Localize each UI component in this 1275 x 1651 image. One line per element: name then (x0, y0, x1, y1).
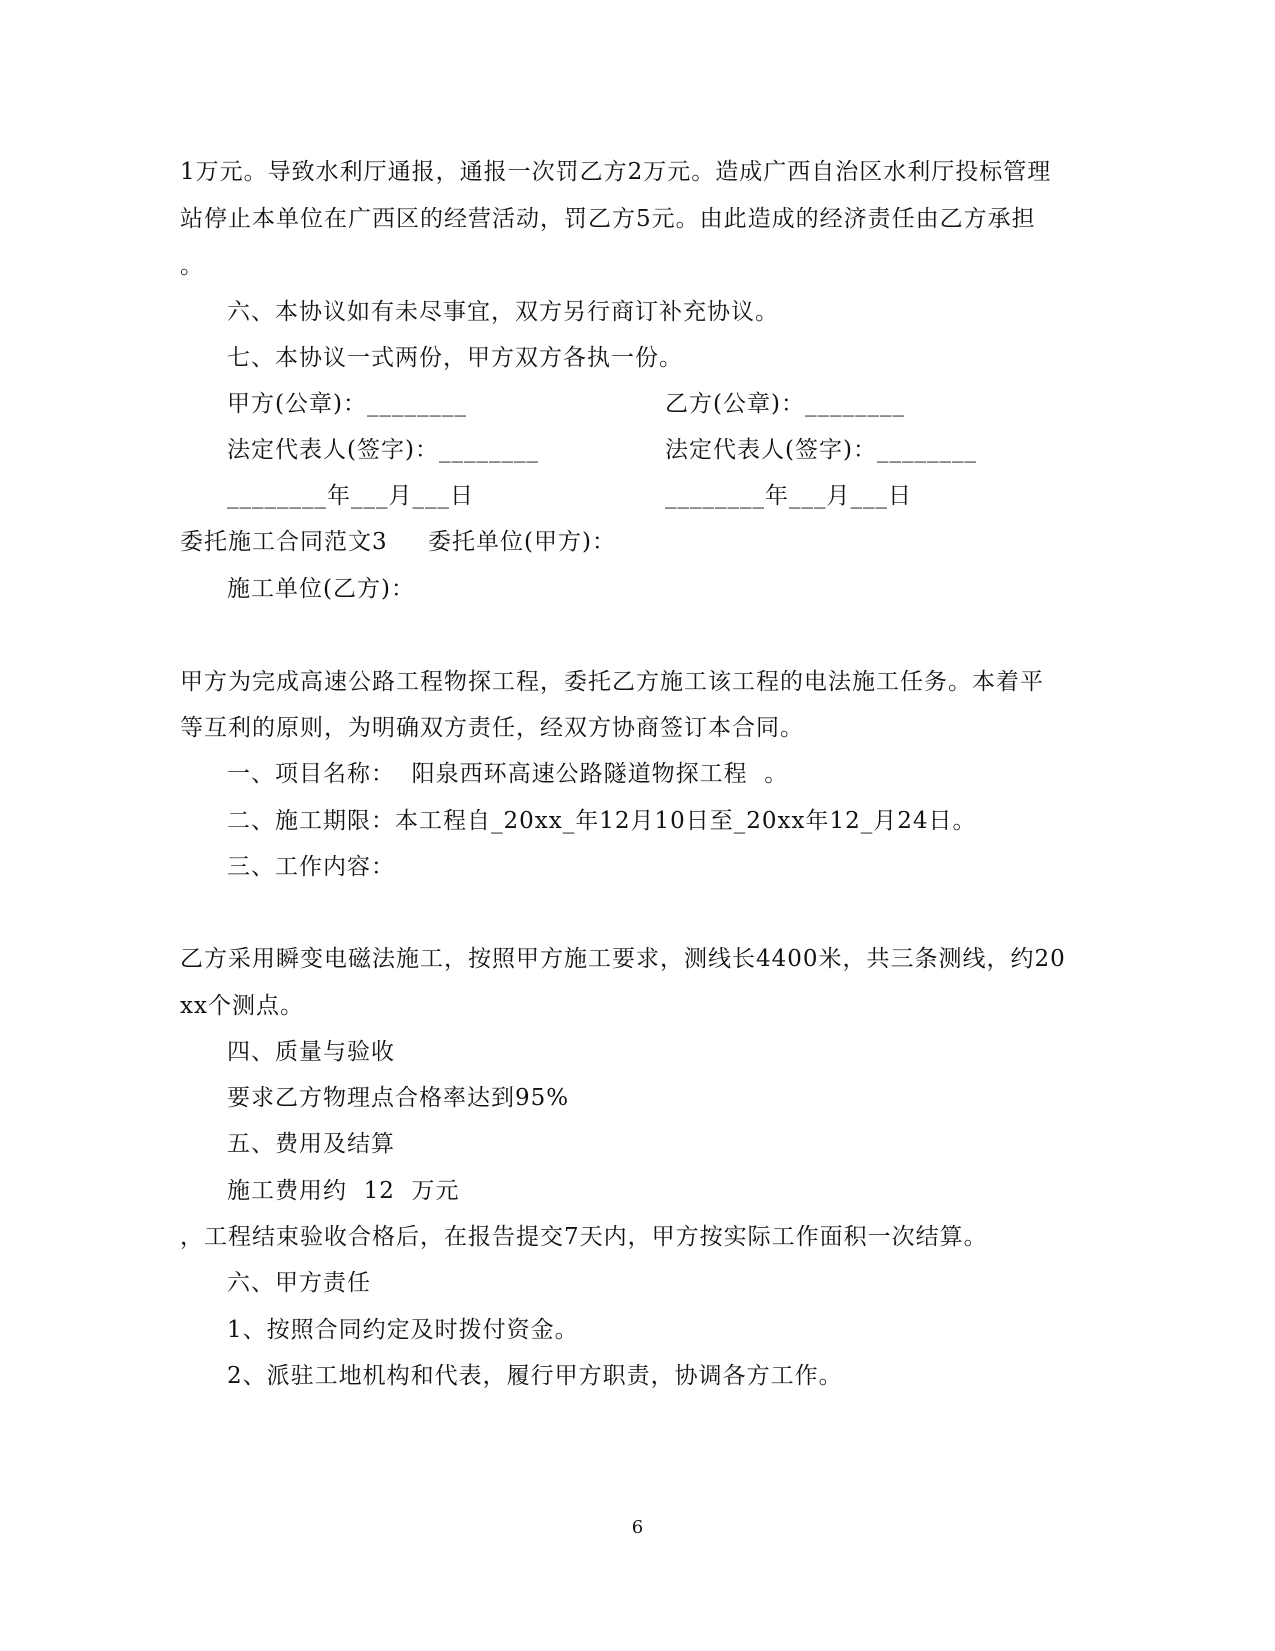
text-line: 。 (180, 253, 204, 279)
text-line: 1万元。导致水利厅通报，通报一次罚乙方2万元。造成广西自治区水利厅投标管理 (180, 159, 1052, 185)
quality-requirement: 要求乙方物理点合格率达到95% (227, 1085, 570, 1111)
settlement-terms: ，工程结束验收合格后，在报告提交7天内，甲方按实际工作面积一次结算。 (180, 1224, 988, 1250)
section-title: 委托施工合同范文3 (180, 529, 388, 555)
work-content-heading: 三、工作内容： (227, 854, 395, 880)
party-a-date: ________年___月___日 (227, 483, 474, 509)
clause-six: 六、本协议如有未尽事宜，双方另行商订补充协议。 (227, 299, 779, 325)
clause-seven: 七、本协议一式两份，甲方双方各执一份。 (227, 345, 683, 371)
construction-period: 二、施工期限：本工程自_20xx_年12月10日至_20xx年12_月24日。 (227, 808, 977, 834)
text-line: 乙方采用瞬变电磁法施工，按照甲方施工要求，测线长4400米，共三条测线，约20 (180, 946, 1066, 972)
party-a-seal: 甲方(公章)：________ (227, 391, 467, 417)
party-a-representative: 法定代表人(签字)：________ (227, 437, 539, 463)
party-b-representative: 法定代表人(签字)：________ (665, 437, 977, 463)
client-party: 委托单位(甲方)： (428, 529, 616, 555)
text-line: xx个测点。 (180, 993, 304, 1019)
text-line: 甲方为完成高速公路工程物探工程，委托乙方施工该工程的电法施工任务。本着平 (180, 669, 1044, 695)
project-name: 一、项目名称： 阳泉西环高速公路隧道物探工程 。 (227, 761, 789, 787)
fees-amount: 施工费用约 12 万元 (227, 1178, 460, 1204)
page-number: 6 (631, 1517, 644, 1538)
text-line: 等互利的原则，为明确双方责任，经双方协商签订本合同。 (180, 715, 804, 741)
duty-item: 2、派驻工地机构和代表，履行甲方职责，协调各方工作。 (227, 1363, 843, 1389)
party-b-date: ________年___月___日 (665, 483, 912, 509)
fees-heading: 五、费用及结算 (227, 1131, 395, 1157)
quality-heading: 四、质量与验收 (227, 1039, 395, 1065)
text-line: 站停止本单位在广西区的经营活动，罚乙方5元。由此造成的经济责任由乙方承担 (180, 206, 1036, 232)
contractor-party: 施工单位(乙方)： (227, 576, 415, 602)
party-b-seal: 乙方(公章)：________ (665, 391, 905, 417)
duty-item: 1、按照合同约定及时拨付资金。 (227, 1317, 579, 1343)
party-a-duties-heading: 六、甲方责任 (227, 1270, 371, 1296)
